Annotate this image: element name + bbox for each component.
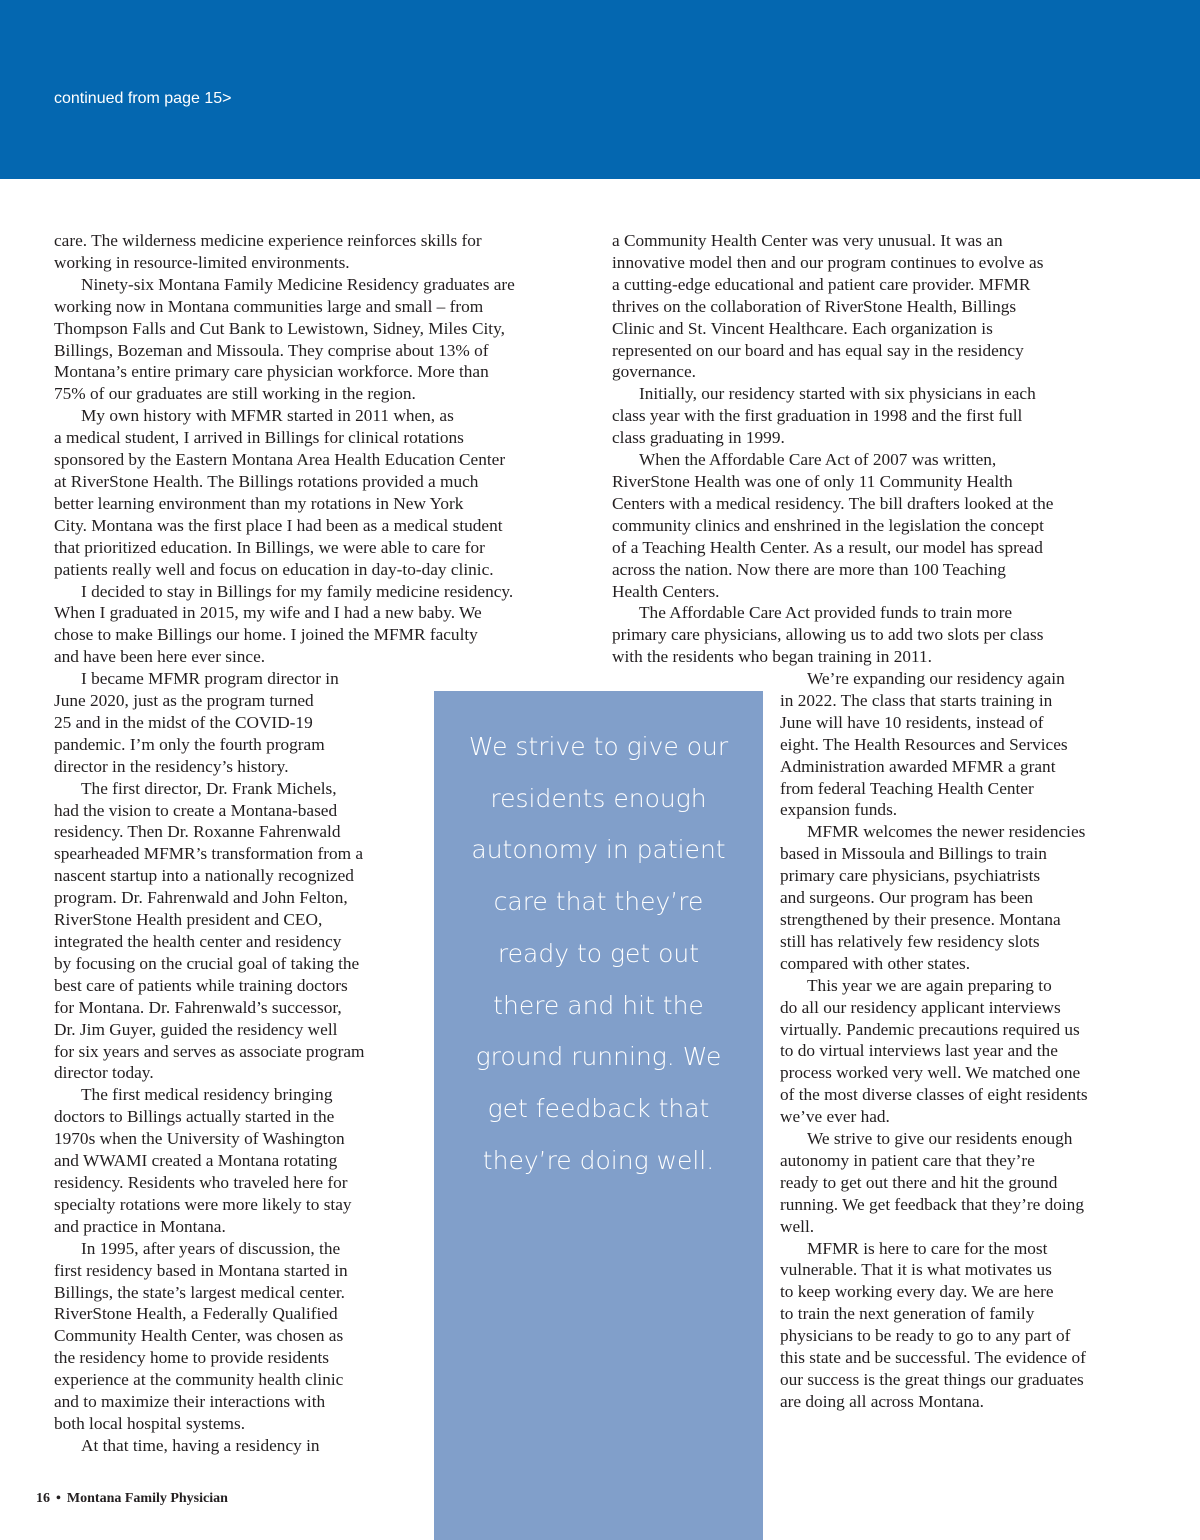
text-line: City. Montana was the first place I had been as a medical student — [54, 515, 503, 535]
text-line: chose to make Billings our home. I joined the MFMR faculty — [54, 625, 478, 645]
text-line: innovative model then and our program continues to evolve as — [612, 252, 1044, 272]
text-line: doctors to Billings actually started in the — [54, 1107, 335, 1127]
text-line: pandemic. I’m only the fourth program — [54, 734, 325, 754]
text-line: sponsored by the Eastern Montana Area Health Education Center — [54, 450, 506, 470]
text-line: of the most diverse classes of eight residents — [780, 1085, 1088, 1105]
text-line: better learning environment than my rotations in New York — [54, 493, 464, 513]
text-line: strengthened by their presence. Montana — [780, 909, 1061, 929]
text-line: Thompson Falls and Cut Bank to Lewistown, Sidney, Miles City, — [54, 318, 505, 338]
text-line: 1970s when the University of Washington — [54, 1129, 345, 1149]
pull-quote-line: residents enough — [490, 783, 707, 813]
text-line: Health Centers. — [612, 581, 720, 601]
text-line: compared with other states. — [780, 953, 971, 973]
page-number: 16 — [36, 1491, 50, 1506]
text-line: are doing all across Montana. — [780, 1391, 984, 1411]
text-line: and to maximize their interactions with — [54, 1392, 326, 1412]
text-line: for Montana. Dr. Fahrenwald’s successor, — [54, 997, 342, 1017]
text-line: RiverStone Health, a Federally Qualified — [54, 1304, 338, 1324]
text-line: This year we are again preparing to — [807, 975, 1052, 995]
text-line: community clinics and enshrined in the legislation the concept — [612, 515, 1044, 535]
text-line: a cutting-edge educational and patient care provider. MFMR — [612, 274, 1031, 294]
text-line: best care of patients while training doctors — [54, 975, 348, 995]
text-line: Dr. Jim Guyer, guided the residency well — [54, 1019, 338, 1039]
text-line: with the residents who began training in 2011. — [612, 647, 932, 667]
text-line: integrated the health center and residency — [54, 932, 342, 951]
text-line: eight. The Health Resources and Services — [780, 734, 1068, 754]
text-line: care. The wilderness medicine experience reinforces skills for — [54, 231, 482, 250]
footer-separator: • — [56, 1491, 61, 1506]
text-line: that prioritized education. In Billings, we were able to care for — [54, 537, 485, 557]
text-line: Initially, our residency started with six physicians in each — [639, 384, 1036, 404]
pull-quote-line: they’re doing well. — [482, 1145, 715, 1175]
text-line: primary care physicians, allowing us to add two slots per class — [612, 625, 1044, 645]
text-line: expansion funds. — [780, 800, 898, 820]
text-line: Community Health Center, was chosen as — [54, 1326, 344, 1346]
text-line: virtually. Pandemic precautions required us — [780, 1019, 1080, 1039]
text-line: still has relatively few residency slots — [780, 931, 1040, 951]
text-line: MFMR is here to care for the most — [807, 1238, 1048, 1258]
text-line: The first director, Dr. Frank Michels, — [81, 778, 337, 798]
text-line: Billings, Bozeman and Missoula. They comprise about 13% of — [54, 340, 489, 360]
text-line: Centers with a medical residency. The bill drafters looked at the — [612, 493, 1054, 513]
text-line: of a Teaching Health Center. As a result, our model has spread — [612, 537, 1043, 557]
text-line: The first medical residency bringing — [81, 1085, 333, 1105]
pull-quote-line: there and hit the — [493, 990, 704, 1020]
text-line: at RiverStone Health. The Billings rotations provided a much — [54, 471, 479, 491]
text-line: Clinic and St. Vincent Healthcare. Each organization is — [612, 318, 993, 338]
text-line: based in Missoula and Billings to train — [780, 844, 1047, 864]
pull-quote-box — [434, 691, 763, 1540]
pull-quote-line: autonomy in patient — [471, 835, 726, 865]
text-line: working in resource-limited environments. — [54, 252, 350, 272]
text-line: to do virtual interviews last year and the — [780, 1041, 1058, 1061]
text-line: governance. — [612, 362, 696, 382]
text-line: Ninety-six Montana Family Medicine Residency graduates are — [81, 274, 515, 294]
text-line: The Affordable Care Act provided funds to train more — [639, 603, 1013, 623]
text-line: both local hospital systems. — [54, 1413, 246, 1433]
publication-name: Montana Family Physician — [66, 1491, 228, 1506]
text-line: program. Dr. Fahrenwald and John Felton, — [54, 888, 348, 908]
text-line: this state and be successful. The evidence of — [780, 1348, 1086, 1368]
text-line: for six years and serves as associate program — [54, 1041, 365, 1061]
text-line: our success is the great things our graduates — [780, 1370, 1084, 1389]
text-line: We strive to give our residents enough — [807, 1129, 1073, 1149]
text-line: 75% of our graduates are still working in the region. — [54, 384, 416, 404]
text-line: ready to get out there and hit the ground — [780, 1172, 1058, 1192]
text-line: to keep working every day. We are here — [780, 1282, 1054, 1302]
text-line: primary care physicians, psychiatrists — [780, 866, 1041, 886]
text-line: thrives on the collaboration of RiverStone Health, Billings — [612, 296, 1017, 316]
text-line: represented on our board and has equal say in the residency — [612, 340, 1024, 360]
text-line: spearheaded MFMR’s transformation from a — [54, 844, 364, 864]
text-line: do all our residency applicant interviews — [780, 997, 1061, 1017]
text-line: patients really well and focus on education in day-to-day clinic. — [54, 559, 494, 579]
text-line: to train the next generation of family — [780, 1304, 1035, 1324]
text-line: we’ve ever had. — [780, 1107, 890, 1127]
header-band — [0, 0, 1200, 179]
text-line: running. We get feedback that they’re doing — [780, 1194, 1084, 1214]
text-line: and surgeons. Our program has been — [780, 888, 1034, 908]
text-line: from federal Teaching Health Center — [780, 778, 1034, 798]
text-line: Administration awarded MFMR a grant — [780, 756, 1056, 776]
pull-quote — [434, 721, 763, 1186]
text-line: and have been here ever since. — [54, 647, 266, 667]
pull-quote-line: ground running. We — [475, 1042, 722, 1072]
text-line: Billings, the state’s largest medical center. — [54, 1282, 345, 1302]
text-line: I decided to stay in Billings for my family medicine residency. — [81, 581, 514, 601]
text-line: In 1995, after years of discussion, the — [81, 1238, 341, 1258]
text-line: had the vision to create a Montana-based — [54, 800, 338, 820]
text-line: specialty rotations were more likely to stay — [54, 1194, 352, 1214]
text-line: well. — [780, 1216, 815, 1236]
text-line: and practice in Montana. — [54, 1216, 226, 1236]
text-line: working now in Montana communities large and small – from — [54, 296, 484, 316]
text-line: physicians to be ready to go to any part of — [780, 1326, 1071, 1346]
text-line: When the Affordable Care Act of 2007 was written, — [639, 450, 997, 470]
text-line: the residency home to provide residents — [54, 1348, 329, 1368]
text-line: Montana’s entire primary care physician workforce. More than — [54, 362, 489, 382]
text-line: I became MFMR program director in — [81, 669, 339, 689]
text-line: When I graduated in 2015, my wife and I had a new baby. We — [54, 603, 482, 623]
text-line: We’re expanding our residency again — [807, 669, 1065, 688]
text-line: class graduating in 1999. — [612, 428, 785, 448]
text-line: vulnerable. That it is what motivates us — [780, 1260, 1052, 1280]
text-line: nascent startup into a nationally recognized — [54, 866, 354, 886]
pull-quote-line: ready to get out — [497, 938, 700, 968]
text-line: in 2022. The class that starts training in — [780, 690, 1053, 710]
text-line: first residency based in Montana started in — [54, 1260, 348, 1280]
text-line: 25 and in the midst of the COVID-19 — [54, 712, 313, 732]
article-column-right-top — [612, 230, 1053, 668]
text-line: across the nation. Now there are more than 100 Teaching — [612, 559, 1006, 579]
pull-quote-line: get feedback that — [487, 1093, 710, 1123]
text-line: and WWAMI created a Montana rotating — [54, 1151, 338, 1171]
text-line: by focusing on the crucial goal of taking the — [54, 953, 360, 973]
text-line: process worked very well. We matched one — [780, 1063, 1081, 1083]
pull-quote-line: care that they’re — [493, 887, 704, 917]
text-line: autonomy in patient care that they’re — [780, 1150, 1035, 1170]
text-line: My own history with MFMR started in 2011 when, as — [81, 406, 454, 426]
text-line: a medical student, I arrived in Billings for clinical rotations — [54, 428, 464, 448]
text-line: class year with the first graduation in 1998 and the first full — [612, 406, 1023, 426]
page-footer — [36, 1490, 228, 1508]
pull-quote-line: We strive to give our — [468, 732, 729, 761]
text-line: RiverStone Health president and CEO, — [54, 910, 323, 930]
text-line: June will have 10 residents, instead of — [780, 712, 1044, 732]
text-line: residency. Then Dr. Roxanne Fahrenwald — [54, 822, 341, 842]
continued-from-label: continued from page 15> — [54, 90, 232, 107]
article-column-right-bottom — [780, 668, 1088, 1413]
text-line: At that time, having a residency in — [81, 1435, 320, 1455]
text-line: a Community Health Center was very unusual. It was an — [612, 231, 1003, 250]
text-line: experience at the community health clinic — [54, 1370, 344, 1390]
text-line: MFMR welcomes the newer residencies — [807, 822, 1086, 842]
text-line: director in the residency’s history. — [54, 756, 289, 776]
text-line: June 2020, just as the program turned — [54, 691, 314, 711]
text-line: director today. — [54, 1063, 154, 1083]
text-line: residency. Residents who traveled here for — [54, 1172, 348, 1192]
text-line: RiverStone Health was one of only 11 Community Health — [612, 471, 1013, 491]
